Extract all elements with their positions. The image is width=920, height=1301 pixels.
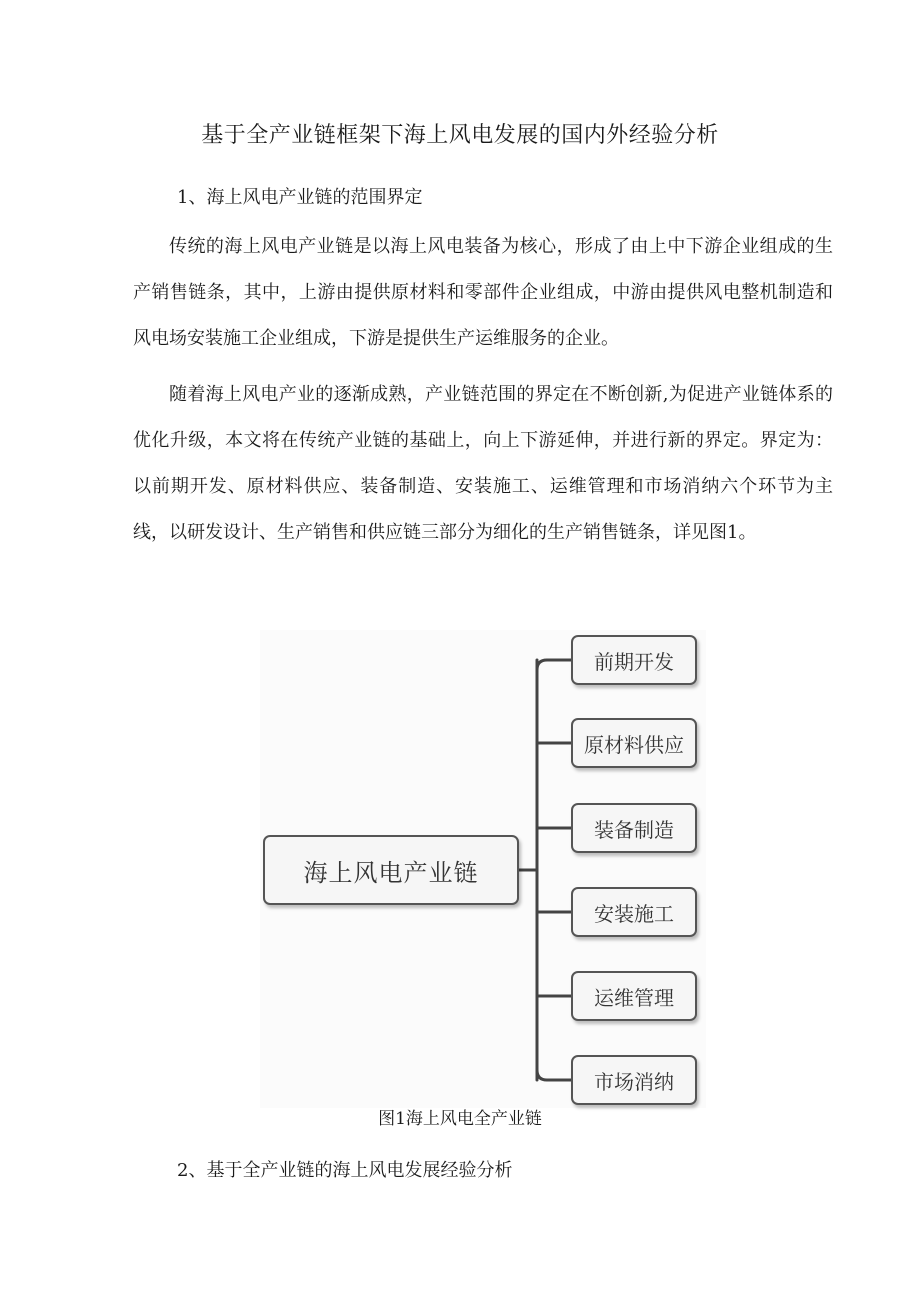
child-node-6: 市场消纳 [571, 1055, 697, 1105]
connector-branch-1 [537, 660, 571, 670]
section-heading-1: 1、海上风电产业链的范围界定 [177, 187, 423, 208]
paragraph-2: 随着海上风电产业的逐渐成熟，产业链范围的界定在不断创新,为促进产业链体系的优化升级，本文将在传统产业链的基础上，向上下游延伸，并进行新的界定。界定为：以前期开发、原材料供应、装备制造、安装施工、运维管理和市场消纳六个环节为主线，以研发设计、生产销售和供应链三部分为细化的生产销售链条，详见图1。 [133, 384, 833, 543]
connector-branch-6 [537, 1070, 571, 1080]
industry-chain-diagram [260, 630, 706, 1108]
section-heading-2: 2、基于全产业链的海上风电发展经验分析 [177, 1160, 513, 1181]
root-node: 海上风电产业链 [263, 835, 519, 905]
child-node-2: 原材料供应 [571, 718, 697, 768]
child-node-3: 装备制造 [571, 803, 697, 853]
child-node-4: 安装施工 [571, 887, 697, 937]
document-title: 基于全产业链框架下海上风电发展的国内外经验分析 [201, 123, 719, 148]
child-node-5: 运维管理 [571, 971, 697, 1021]
figure-caption: 图1海上风电全产业链 [378, 1109, 542, 1129]
paragraph-1: 传统的海上风电产业链是以海上风电装备为核心，形成了由上中下游企业组成的生产销售链条，其中，上游由提供原材料和零部件企业组成，中游由提供风电整机制造和风电场安装施工企业组成，下游是提供生产运维服务的企业。 [133, 236, 833, 349]
child-node-1: 前期开发 [571, 635, 697, 685]
